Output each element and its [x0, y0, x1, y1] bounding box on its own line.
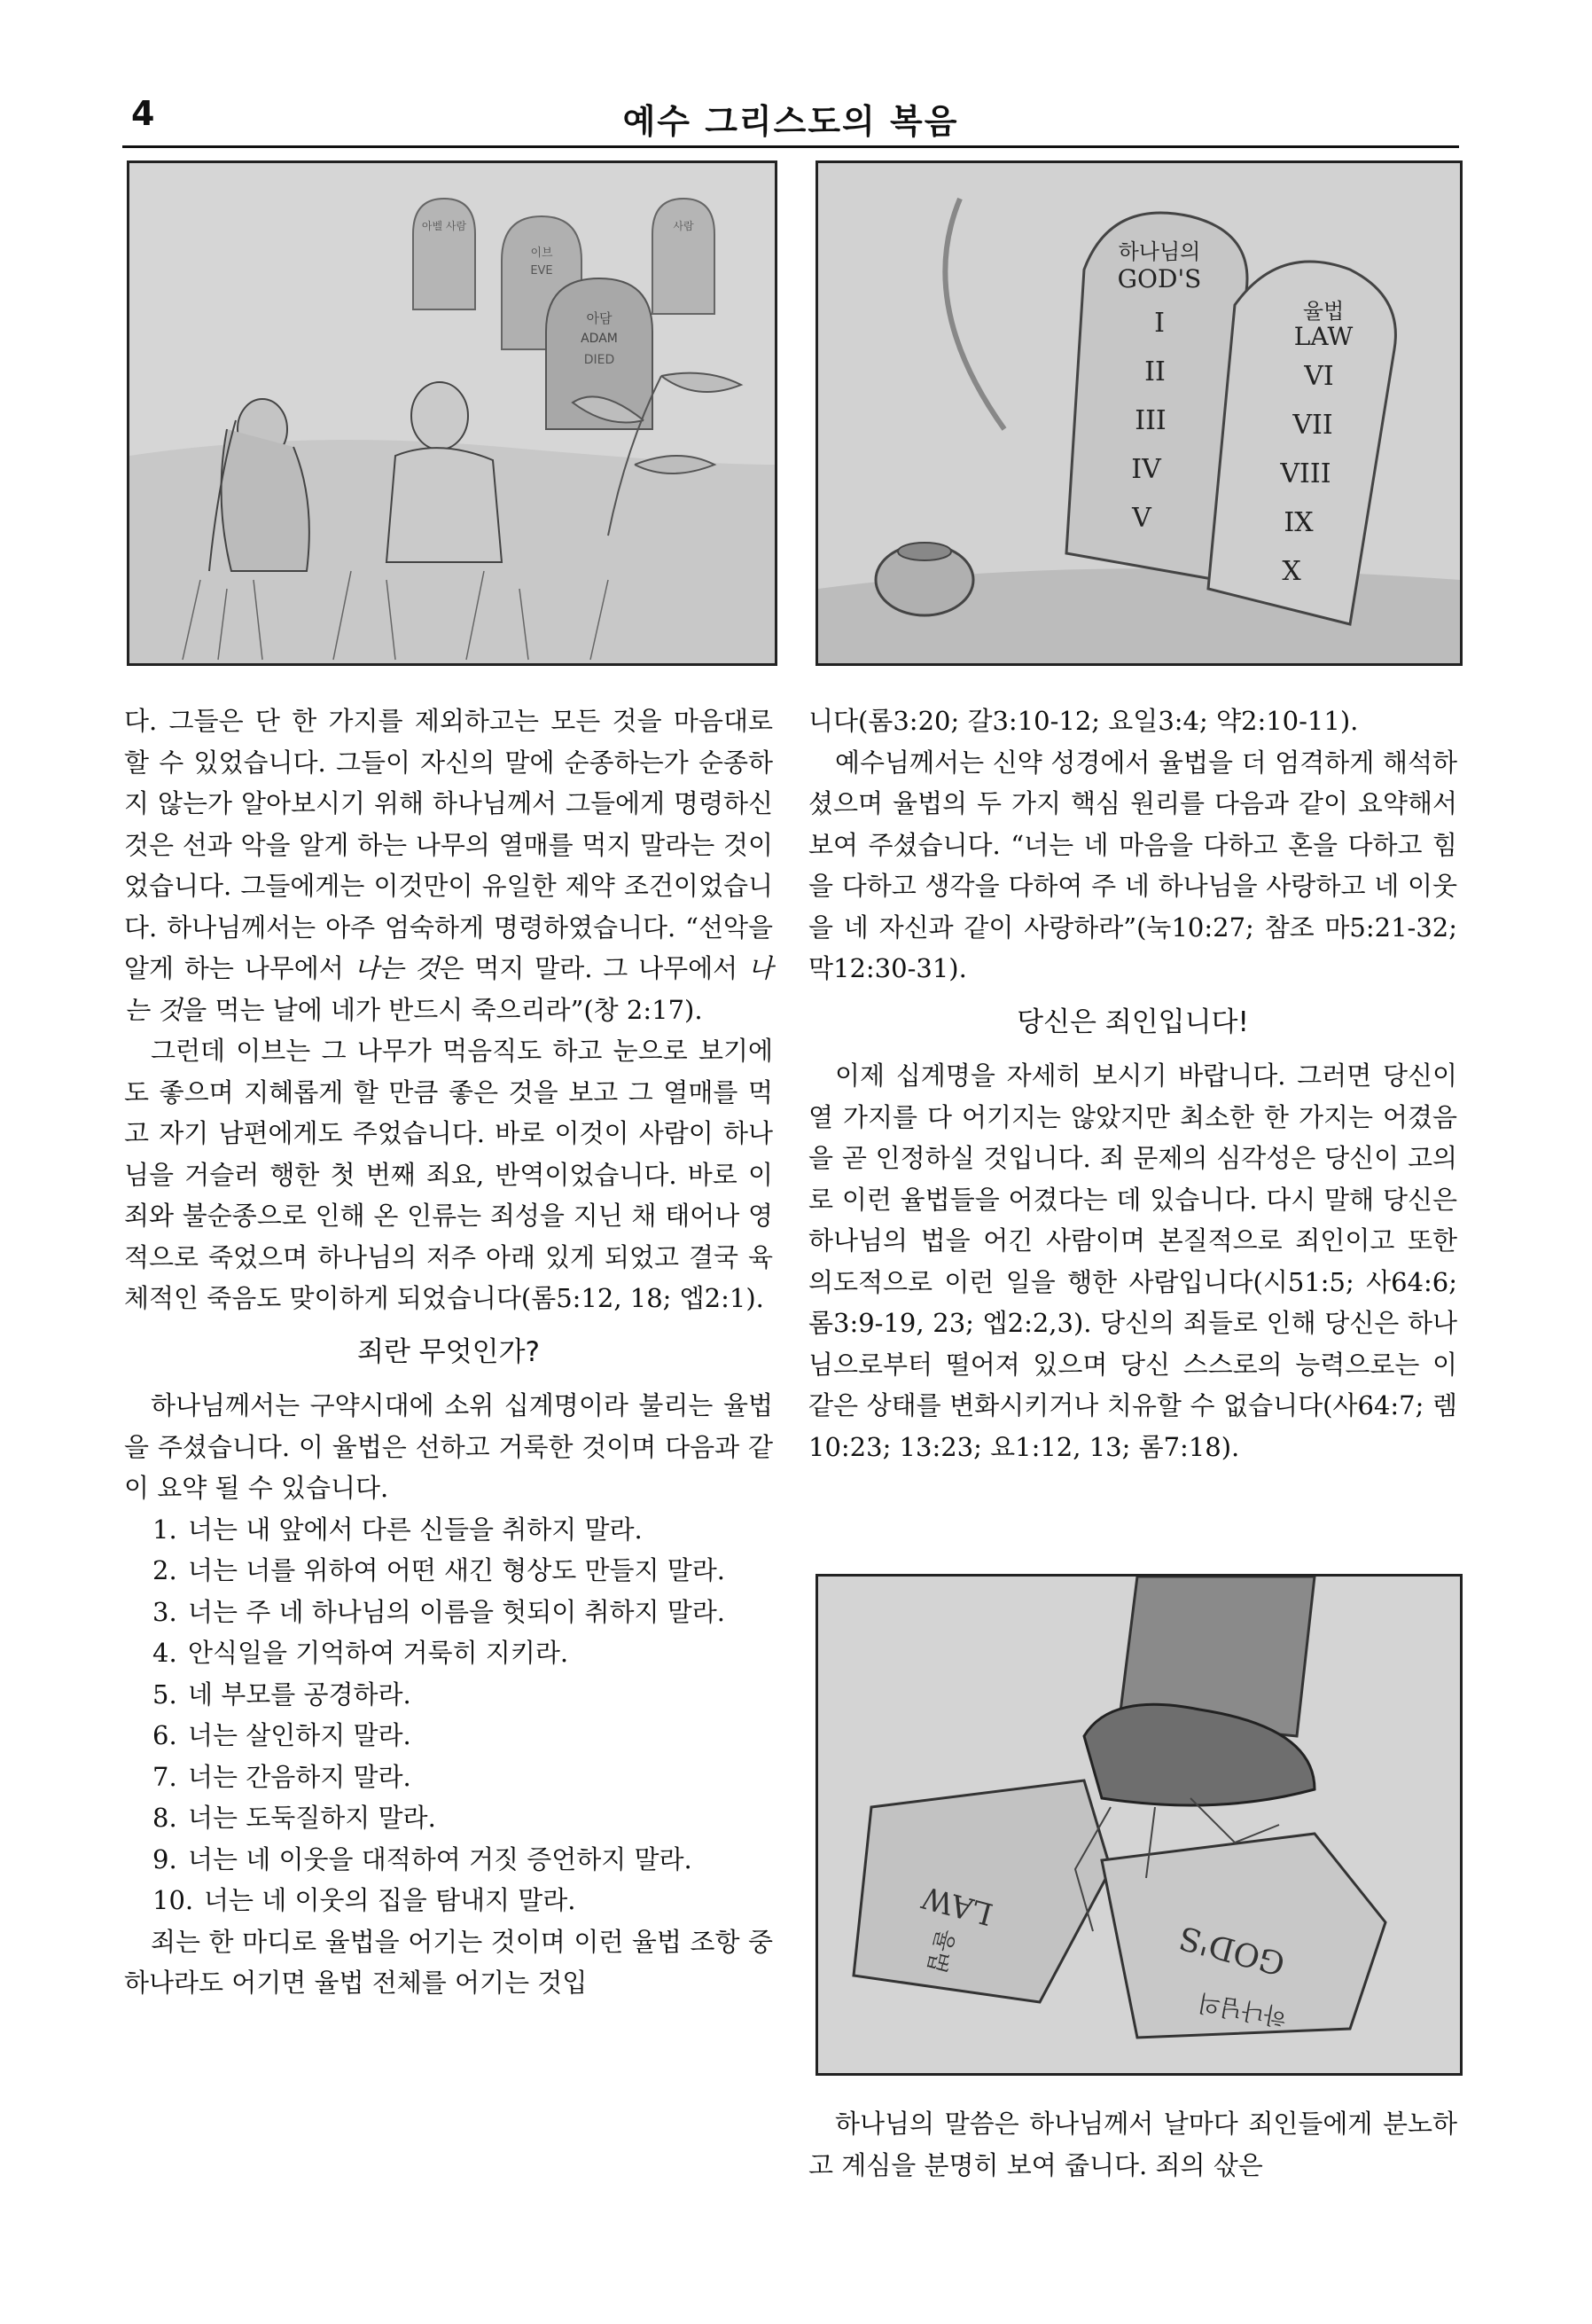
paragraph: 하나님의 말씀은 하나님께서 날마다 죄인들에게 분노하고 계심을 분명히 보여 줍니다. 죄의 삯은 — [808, 2109, 1457, 2180]
running-title: 예수 그리스도의 복음 — [622, 102, 959, 141]
list-item: 5. 네 부모를 공경하라. — [152, 1678, 411, 1710]
list-item: 7. 너는 간음하지 말라. — [152, 1761, 411, 1792]
paragraph: 죄는 한 마디로 율법을 어기는 것이며 이런 율법 조항 중 하나라도 어기면 율법 전체를 어기는 것입 — [124, 1926, 773, 1998]
section-heading: 당신은 죄인입니다! — [1017, 1006, 1249, 1038]
tomb-adam-en: ADAM — [581, 332, 618, 346]
paragraph: 니다(롬3:20; 갈3:10-12; 요일3:4; 약2:10-11). — [808, 706, 1359, 736]
right-tablet-kr: 율법 — [1302, 299, 1345, 324]
list-item: 10. 너는 네 이웃의 집을 탐내지 말라. — [152, 1885, 576, 1915]
paragraph: 이제 십계명을 자세히 보시기 바랍니다. 그러면 당신이 열 가지를 다 어기지는 않았지만 최소한 한 가지는 어겼음을 곧 인정하실 것입니다. 죄 문제의 심각성은 당신이 고의로 이런 율법들을 어겼다는 데 있습니다. 다시 말해 당신은 하나님의 법을 어긴 사람이며 본질적으로 죄인이고 또한 의도적으로 이런 일을 행한 사람입니다(시51:5; 사64:6; 롬3:9-19, 23; 엡2:2,3). 당신의 죄들로 인해 당신은 하나님으로부터 떨어져 있으며 당신 스스로의 능력으로는 이 같은 상태를 변화시키거나 치유할 수 없습니다(사64:7; 렘10:23; 13:23; 요1:12, 13; 롬7:18). — [808, 1060, 1457, 1462]
broken-gods-text: GOD'S — [1174, 1918, 1290, 1982]
left-column — [124, 700, 773, 2004]
adam-eve-drawing — [129, 163, 775, 663]
paragraph: 그런데 이브는 그 나무가 먹음직도 하고 눈으로 보기에도 좋으며 지혜롭게 할 만큼 좋은 것을 보고 그 열매를 먹고 자기 남편에게도 주었습니다. 바로 이것이 사람이 하나님을 거슬러 행한 첫 번째 죄요, 반역이었습니다. 바로 이 죄와 불순종으로 인해 온 인류는 죄성을 지닌 채 태어나 영적으로 죽었으며 하나님의 저주 아래 있게 되었고 결국 육체적인 죽음도 맞이하게 되었습니다(롬5:12, 18; 엡2:1). — [124, 1036, 773, 1313]
right-column-bottom — [808, 2103, 1457, 2186]
numeral-1: I — [1154, 308, 1165, 339]
broken-law-text: LAW — [918, 1878, 997, 1932]
right-tablet-en: LAW — [1293, 322, 1354, 351]
page-header — [122, 92, 1459, 148]
emphasis: 나는 것 — [354, 953, 440, 983]
ten-commandments-tablets-illustration — [816, 160, 1463, 666]
tomb-eve-kr: 이브 — [530, 246, 553, 260]
tomb1-label: 아벨 사람 — [421, 220, 467, 232]
paragraph: 예수님께서는 신약 성경에서 율법을 더 엄격하게 해석하셨으며 율법의 두 가지 핵심 원리를 다음과 같이 요약해서 보여 주셨습니다. “너는 네 마음을 다하고 혼을 다하고 힘을 다하고 생각을 다하여 주 네 하나님을 사랑하고 네 이웃을 네 자신과 같이 사랑하라”(눅10:27; 참조 마5:21-32; 막12:30-31). — [808, 747, 1457, 983]
numeral-6: VI — [1304, 361, 1334, 392]
tomb-adam-died: DIED — [583, 353, 615, 367]
paragraph: 다. 그들은 단 한 가지를 제외하고는 모든 것을 마음대로 할 수 있었습니다. 그들이 자신의 말에 순종하는가 순종하지 않는가 알아보시기 위해 하나님께서 그들에게 명령하신 것은 선과 악을 알게 하는 나무의 열매를 먹지 말라는 것이었습니다. 그들에게는 이것만이 유일한 제약 조건이었습니다. 하나님께서는 아주 엄숙하게 명령하였습니다. “선악을 알게 하는 나무에서 나는 것은 먹지 말라. 그 나무에서 나는 것을 먹는 날에 네가 반드시 죽으리라”(창 2:17). — [124, 706, 773, 1025]
tombstone-1 — [413, 199, 475, 309]
numeral-5: V — [1132, 503, 1151, 534]
list-item: 4. 안식일을 기억하여 거룩히 지키라. — [152, 1638, 569, 1668]
jar — [876, 543, 973, 615]
right-column — [808, 700, 1457, 1467]
commandment-list — [124, 1509, 773, 1921]
tomb-adam-kr: 아담 — [586, 310, 613, 326]
numeral-9: IX — [1284, 507, 1314, 538]
list-item: 6. 너는 살인하지 말라. — [152, 1720, 411, 1750]
broken-tablets-illustration — [816, 1574, 1463, 2076]
adam-eve-illustration — [127, 160, 777, 666]
numeral-7: VII — [1292, 410, 1333, 441]
list-item: 3. 너는 주 네 하나님의 이름을 헛되이 취하지 말라. — [152, 1596, 726, 1627]
broken-hananim-text: 하나님의 — [1196, 1988, 1289, 2031]
tomb3-label: 사람 — [673, 220, 694, 232]
tomb-eve-en: EVE — [530, 264, 553, 278]
numeral-2: II — [1144, 356, 1166, 387]
tablets-drawing — [818, 163, 1460, 663]
broken-tablets-drawing — [818, 1577, 1460, 2073]
list-item: 2. 너는 너를 위하여 어떤 새긴 형상도 만들지 말라. — [152, 1555, 726, 1585]
numeral-3: III — [1135, 405, 1167, 436]
page-number: 4 — [131, 94, 155, 133]
tombstone-3 — [652, 199, 714, 314]
numeral-8: VIII — [1280, 458, 1331, 489]
broken-yul-text: 율법 — [921, 1925, 959, 1976]
numeral-4: IV — [1131, 454, 1161, 485]
left-tablet-kr: 하나님의 — [1118, 239, 1201, 264]
emphasis: 나는 것 — [124, 953, 773, 1025]
list-item: 9. 너는 네 이웃을 대적하여 거짓 증언하지 말라. — [152, 1843, 692, 1874]
left-tablet-en: GOD'S — [1117, 264, 1202, 293]
section-heading: 죄란 무엇인가? — [357, 1335, 540, 1368]
list-item: 1. 너는 내 앞에서 다른 신들을 취하지 말라. — [152, 1514, 643, 1545]
paragraph: 하나님께서는 구약시대에 소위 십계명이라 불리는 율법을 주셨습니다. 이 율법은 선하고 거룩한 것이며 다음과 같이 요약 될 수 있습니다. — [124, 1390, 773, 1503]
numeral-10: X — [1282, 556, 1301, 587]
list-item: 8. 너는 도둑질하지 말라. — [152, 1803, 436, 1833]
